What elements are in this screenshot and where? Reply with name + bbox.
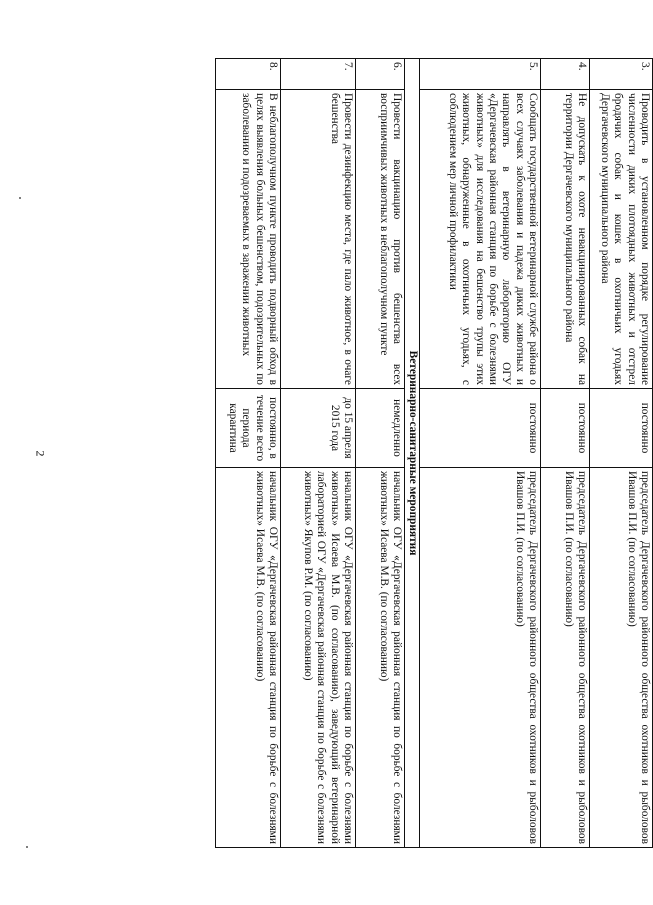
table-row (281, 59, 356, 848)
row-term: постоянно (541, 389, 590, 468)
row-responsible: начальник ОГУ «Дергачевская районная станция по борьбе с болезнями животных» Исаева М.В. (по согласованию) (216, 468, 281, 848)
row-action: Провести вакцинацию против бешенства всех восприимчивых животных в неблагополучном пункте (356, 90, 405, 389)
row-responsible: председатель Дергачевского районного общества охотников и рыболовов Ивашов П.И. (по согласованию) (420, 468, 541, 848)
row-responsible: начальник ОГУ «Дергачевская районная станция по борьбе с болезнями животных» Исаева М.В. (по согласованию) (356, 468, 405, 848)
scan-speck (19, 197, 21, 199)
rotated-page-content (89, 58, 653, 848)
section-title: Ветеринарно-санитарные мероприятия (405, 59, 420, 848)
row-term: до 15 апреля 2015 года (281, 389, 356, 468)
measures-table (215, 58, 653, 848)
table-row (356, 59, 405, 848)
row-term: немедленно (356, 389, 405, 468)
row-action: Проводить в установленном порядке регулирование численности диких плотоядных животных и отстрел бродячих собак и кошек в охотничьих угодьях Дергачевского муниципального района (590, 90, 653, 389)
row-action: В неблагополучном пункте проводить подворный обход в целях выявления больных бешенством, подозрительных по заболеванию и подозреваемых в заражении животных (216, 90, 281, 389)
row-action: Провести дезинфекцию места, где пало животное, в очаге бешенства (281, 90, 356, 389)
row-action: Сообщать государственной ветеринарной службе района о всех случаях заболевания и падежа диких животных и направлять в ветеринарную лабораторию ОГУ «Дергачевская районная станция по борьбе с болезнями животных» для исследования на бешенство трупы этих животных, обнаруженные в охотничьих угодьях, с соблюдением мер личной профилактики (420, 90, 541, 389)
table-row (590, 59, 653, 848)
row-number: 4. (541, 59, 590, 90)
row-number: 3. (590, 59, 653, 90)
table-row (420, 59, 541, 848)
row-number: 7. (281, 59, 356, 90)
row-term: постоянно (420, 389, 541, 468)
row-term: постоянно (590, 389, 653, 468)
row-term: постоянно, в течение всего периода карантина (216, 389, 281, 468)
row-action: Не допускать к охоте невакцинированных собак на территории Дергачевского муниципального района (541, 90, 590, 389)
rotated-table-container (89, 58, 653, 848)
row-responsible: председатель Дергачевского районного общества охотников и рыболовов Ивашов П.И. (по согласованию) (590, 468, 653, 848)
table-row (541, 59, 590, 848)
row-number: 6. (356, 59, 405, 90)
scan-speck (26, 846, 28, 848)
section-header-row (405, 59, 420, 848)
table-row (216, 59, 281, 848)
page-number: 2 (33, 450, 48, 457)
row-number: 5. (420, 59, 541, 90)
row-responsible: председатель Дергачевского районного общества охотников и рыболовов Ивашов П.И. (по согласованию) (541, 468, 590, 848)
row-number: 8. (216, 59, 281, 90)
row-responsible: начальник ОГУ «Дергачевская районная станция по борьбе с болезнями животных» Исаева М.В. (по согласованию), заведующий ветеринарной лабораторией ОГУ «Дергачевская районная станция по борьбе с болезнями животных» Якупов Р.М. (по согласованию) (281, 468, 356, 848)
